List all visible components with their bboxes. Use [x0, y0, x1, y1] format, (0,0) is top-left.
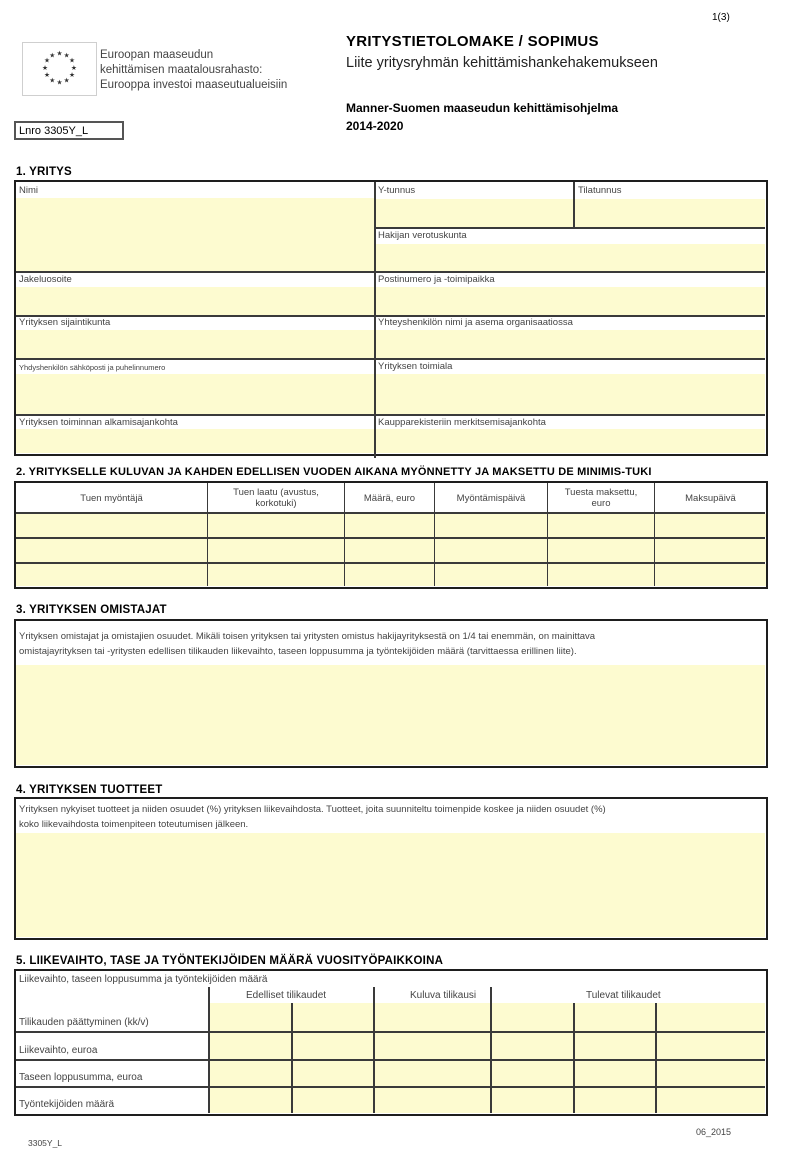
svg-text:★: ★ — [63, 51, 70, 60]
divider — [374, 227, 765, 229]
contact-person-field[interactable] — [376, 330, 765, 358]
form-title: YRITYSTIETOLOMAKE / SOPIMUS — [346, 33, 599, 50]
products-instructions-line2: koko liikevaihdosta toimenpiteen toteutumisen jälkeen. — [19, 819, 249, 830]
program-line-2: 2014-2020 — [346, 119, 404, 133]
svg-text:★: ★ — [42, 63, 49, 72]
period-end-label: Tilikauden päättyminen (kk/v) — [19, 1017, 149, 1028]
col-payment-date: Maksupäivä — [685, 492, 736, 504]
svg-text:★: ★ — [68, 56, 76, 65]
payment-date-field[interactable] — [655, 564, 766, 586]
paid-field[interactable] — [548, 564, 655, 586]
tax-municipality-field[interactable] — [376, 244, 765, 272]
col-grantor: Tuen myöntäjä — [16, 483, 208, 513]
trade-register-date-label: Kaupparekisteriin merkitsemisajankohta — [378, 417, 546, 428]
aid-type-field[interactable] — [208, 564, 345, 586]
section-2-title: 2. YRITYKSELLE KULUVAN JA KAHDEN EDELLISEN VUODEN AIKANA MYÖNNETTY JA MAKSETTU DE MINIMIS-TUKI — [16, 466, 652, 478]
divider — [291, 1003, 293, 1113]
business-id-field[interactable] — [376, 199, 573, 227]
payment-date-field[interactable] — [655, 514, 766, 537]
divider — [16, 1086, 765, 1088]
grantor-field[interactable] — [16, 539, 208, 562]
address-label: Jakeluosoite — [19, 274, 72, 285]
col-aid-type — [208, 483, 345, 513]
svg-text:★: ★ — [49, 51, 56, 60]
business-id-label: Y-tunnus — [378, 185, 416, 196]
company-name-cell — [16, 182, 374, 272]
products-instructions-line1: Yrityksen nykyiset tuotteet ja niiden osuudet (%) yrityksen liikevaihdosta. Tuotteet, joita suunniteltu toimenpide koskee ja niiden osuudet (%) — [19, 804, 606, 815]
divider — [373, 987, 375, 1003]
industry-field[interactable] — [376, 374, 765, 414]
products-box — [14, 797, 768, 940]
svg-text:★: ★ — [68, 71, 76, 80]
start-date-field[interactable] — [16, 429, 374, 453]
aid-type-field[interactable] — [208, 514, 345, 537]
previous-periods-header: Edelliset tilikaudet — [246, 990, 327, 1001]
divider — [16, 358, 765, 360]
col-aid-type-line1: Tuen laatu (avustus, — [233, 487, 319, 498]
amount-field[interactable] — [345, 539, 435, 562]
employees-label: Työntekijöiden määrä — [19, 1099, 115, 1110]
page-number: 1(3) — [712, 12, 730, 23]
grant-date-field[interactable] — [435, 539, 548, 562]
svg-text:★: ★ — [56, 49, 63, 58]
svg-text:★: ★ — [56, 78, 63, 87]
postal-code-field[interactable] — [376, 287, 765, 315]
amount-field[interactable] — [345, 514, 435, 537]
divider — [373, 1003, 375, 1113]
tax-municipality-label: Hakijan verotuskunta — [378, 230, 467, 241]
contact-email-phone-label: Yhdyshenkilön sähköposti ja puhelinnumero — [19, 363, 166, 372]
paid-field[interactable] — [548, 539, 655, 562]
location-municipality-field[interactable] — [16, 330, 374, 358]
table-header — [16, 483, 766, 513]
company-name-label: Nimi — [19, 185, 38, 196]
col-amount: Määrä, euro — [345, 483, 435, 513]
footer-version-date: 06_2015 — [696, 1127, 732, 1137]
farm-id-field[interactable] — [575, 199, 765, 227]
lnro-code: Lnro 3305Y_L — [14, 121, 124, 140]
owners-instructions-line1: Yrityksen omistajat ja omistajien osuudet. Mikäli toisen yrityksen tai yritysten omistus hakijayrityksestä on 1/4 tai enemmän, on mainittava — [19, 631, 596, 642]
eu-flag-logo — [22, 42, 97, 96]
eu-stars-icon — [23, 43, 96, 95]
grantor-field[interactable] — [16, 564, 208, 586]
program-line-1: Manner-Suomen maaseudun kehittämisohjelma — [346, 101, 619, 115]
farm-id-label: Tilatunnus — [578, 185, 622, 196]
postal-code-label: Postinumero ja -toimipaikka — [378, 274, 495, 285]
paid-field[interactable] — [548, 514, 655, 537]
amount-field[interactable] — [345, 564, 435, 586]
section-4-title: 4. YRITYKSEN TUOTTEET — [16, 784, 163, 796]
future-periods-header: Tulevat tilikaudet — [586, 990, 661, 1001]
divider — [490, 987, 492, 1003]
products-field[interactable] — [16, 833, 765, 937]
divider — [490, 1003, 492, 1113]
industry-label: Yrityksen toimiala — [378, 361, 453, 372]
col-paid — [548, 483, 655, 513]
section-5-title: 5. LIIKEVAIHTO, TASE JA TYÖNTEKIJÖIDEN MÄÄRÄ VUOSITYÖPAIKKOINA — [16, 955, 444, 967]
svg-text:★: ★ — [49, 76, 56, 85]
divider — [16, 1059, 765, 1061]
form-subtitle: Liite yritysryhmän kehittämishankehakemukseen — [346, 55, 658, 71]
payment-date-field[interactable] — [655, 539, 766, 562]
grant-date-field[interactable] — [435, 514, 548, 537]
balance-sheet-label: Taseen loppusumma, euroa — [19, 1072, 143, 1083]
divider — [573, 1003, 575, 1113]
divider — [16, 271, 765, 273]
table-row — [16, 514, 766, 537]
footer-form-code: 3305Y_L — [28, 1138, 63, 1148]
col-paid-line2: euro — [591, 498, 611, 509]
financials-table — [14, 969, 768, 1116]
section-3-title: 3. YRITYKSEN OMISTAJAT — [16, 604, 167, 616]
eu-line-1: Euroopan maaseudun — [100, 49, 214, 61]
start-date-label: Yrityksen toiminnan alkamisajankohta — [19, 417, 178, 428]
program-name — [346, 99, 618, 135]
financials-intro: Liikevaihto, taseen loppusumma ja työntekijöiden määrä — [19, 974, 268, 985]
section-1-title: 1. YRITYS — [16, 166, 72, 178]
owners-instructions-line2: omistajayrityksen tai -yritysten edellisen tilikauden liikevaihto, taseen loppusumma ja työntekijöiden määrä (tarvittaessa erillinen liite). — [19, 646, 577, 657]
current-period-header: Kuluva tilikausi — [410, 990, 477, 1001]
address-field[interactable] — [16, 287, 374, 315]
turnover-label: Liikevaihto, euroa — [19, 1045, 98, 1056]
col-grant-date: Myöntämispäivä — [435, 483, 548, 513]
table-row — [16, 564, 766, 586]
location-municipality-label: Yrityksen sijaintikunta — [19, 317, 111, 328]
trade-register-date-field[interactable] — [376, 429, 765, 453]
divider — [16, 414, 765, 416]
de-minimis-table — [14, 481, 768, 589]
section-1-company-box — [14, 180, 768, 456]
eu-fund-text — [100, 48, 287, 93]
grantor-field[interactable] — [16, 514, 208, 537]
col-aid-type-line2: korkotuki) — [255, 498, 297, 509]
owners-box — [14, 619, 768, 768]
divider — [16, 1031, 765, 1033]
company-name-field[interactable] — [16, 198, 374, 272]
eu-line-2: kehittämisen maatalousrahasto: — [100, 64, 263, 76]
svg-text:★: ★ — [43, 56, 51, 65]
contact-person-label: Yhteyshenkilön nimi ja asema organisaatiossa — [378, 317, 573, 328]
svg-text:★: ★ — [43, 71, 51, 80]
table-row — [16, 539, 766, 562]
grant-date-field[interactable] — [435, 564, 548, 586]
svg-text:★: ★ — [70, 63, 77, 72]
svg-text:★: ★ — [63, 76, 70, 85]
owners-field[interactable] — [16, 665, 765, 765]
col-paid-line1: Tuesta maksettu, — [564, 487, 638, 498]
divider — [208, 987, 210, 1113]
contact-email-phone-field[interactable] — [16, 374, 374, 414]
aid-type-field[interactable] — [208, 539, 345, 562]
eu-line-3: Eurooppa investoi maaseutualueisiin — [100, 79, 288, 91]
divider — [655, 1003, 657, 1113]
